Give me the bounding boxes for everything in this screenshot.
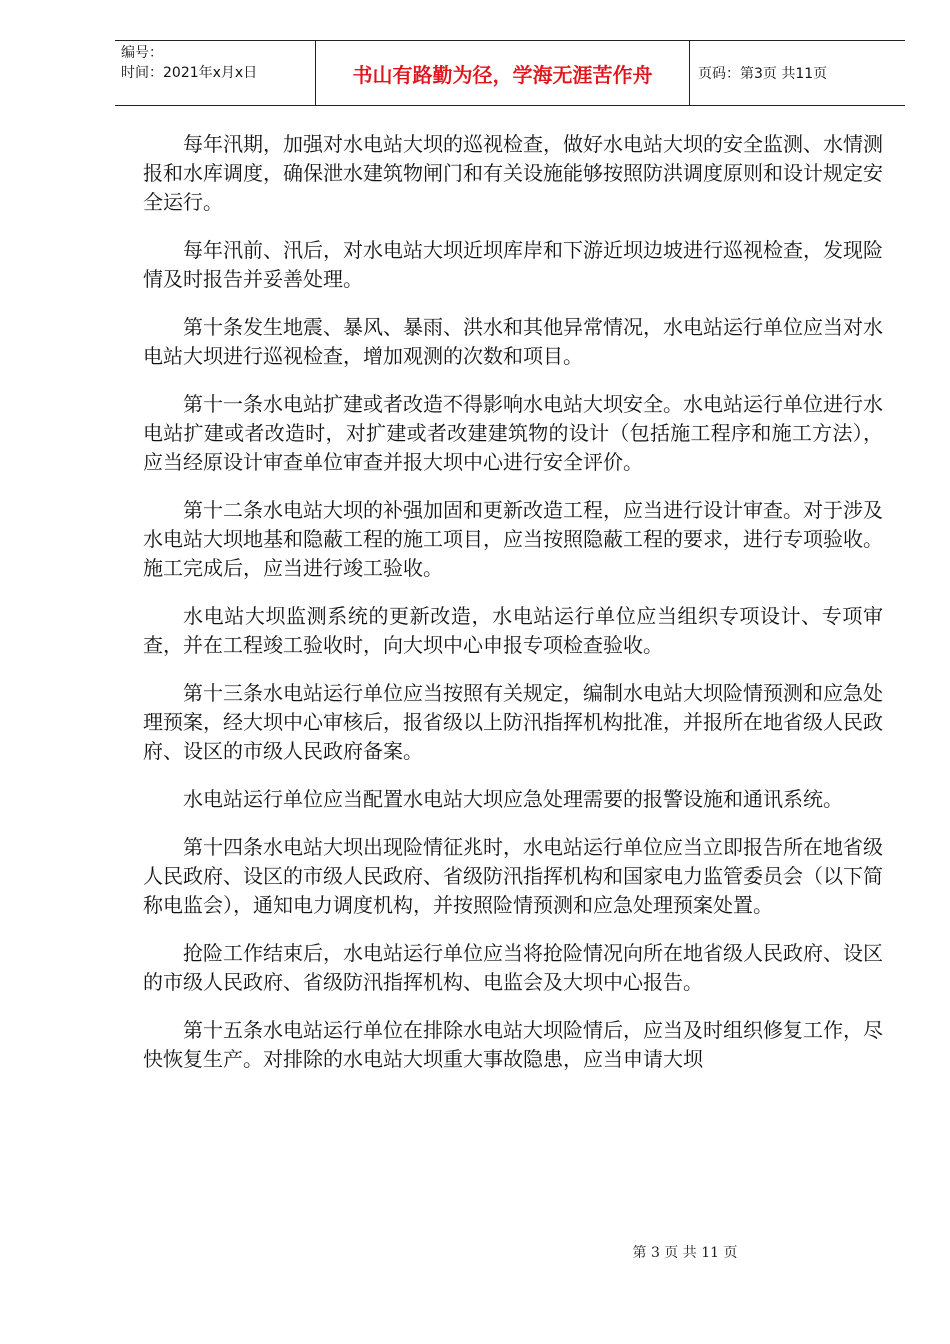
code-label: 编号： xyxy=(121,45,163,61)
header-motto: 书山有路勤为径，学海无涯苦作舟 xyxy=(316,41,690,105)
paragraph: 第十条发生地震、暴风、暴雨、洪水和其他异常情况，水电站运行单位应当对水电站大坝进行巡视检查，增加观测的次数和项目。 xyxy=(143,315,883,368)
paragraph: 抢险工作结束后，水电站运行单位应当将抢险情况向所在地省级人民政府、设区的市级人民政府、省级防汛指挥机构、电监会及大坝中心报告。 xyxy=(143,941,883,994)
document-body xyxy=(143,130,883,1093)
header-page-info: 页码：第3页 共11页 xyxy=(698,66,828,82)
paragraph: 第十三条水电站运行单位应当按照有关规定，编制水电站大坝险情预测和应急处理预案，经大坝中心审核后，报省级以上防汛指挥机构批准，并报所在地省级人民政府、设区的市级人民政府备案。 xyxy=(143,681,883,763)
paragraph: 第十四条水电站大坝出现险情征兆时，水电站运行单位应当立即报告所在地省级人民政府、设区的市级人民政府、省级防汛指挥机构和国家电力监管委员会（以下简称电监会），通知电力调度机构，并按照险情预测和应急处理预案处置。 xyxy=(143,835,883,917)
paragraph: 第十二条水电站大坝的补强加固和更新改造工程，应当进行设计审查。对于涉及水电站大坝地基和隐蔽工程的施工项目，应当按照隐蔽工程的要求，进行专项验收。施工完成后，应当进行竣工验收。 xyxy=(143,498,883,580)
paragraph: 水电站大坝监测系统的更新改造，水电站运行单位应当组织专项设计、专项审查，并在工程竣工验收时，向大坝中心申报专项检查验收。 xyxy=(143,604,883,657)
paragraph: 水电站运行单位应当配置水电站大坝应急处理需要的报警设施和通讯系统。 xyxy=(183,787,843,811)
page-header xyxy=(115,40,905,106)
page-footer xyxy=(0,1242,950,1262)
paragraph: 每年汛期，加强对水电站大坝的巡视检查，做好水电站大坝的安全监测、水情测报和水库调度，确保泄水建筑物闸门和有关设施能够按照防洪调度原则和设计规定安全运行。 xyxy=(143,132,883,214)
header-meta xyxy=(115,41,316,105)
paragraph: 第十五条水电站运行单位在排除水电站大坝险情后，应当及时组织修复工作，尽快恢复生产。对排除的水电站大坝重大事故隐患，应当申请大坝 xyxy=(143,1018,883,1071)
paragraph: 第十一条水电站扩建或者改造不得影响水电站大坝安全。水电站运行单位进行水电站扩建或者改造时，对扩建或者改建建筑物的设计（包括施工程序和施工方法），应当经原设计审查单位审查并报大坝中心进行安全评价。 xyxy=(143,392,883,474)
time-label: 时间：2021年x月x日 xyxy=(121,65,258,81)
paragraph: 每年汛前、汛后，对水电站大坝近坝库岸和下游近坝边坡进行巡视检查，发现险情及时报告并妥善处理。 xyxy=(143,238,883,291)
page-number: 第 3 页 共 11 页 xyxy=(632,1245,738,1261)
